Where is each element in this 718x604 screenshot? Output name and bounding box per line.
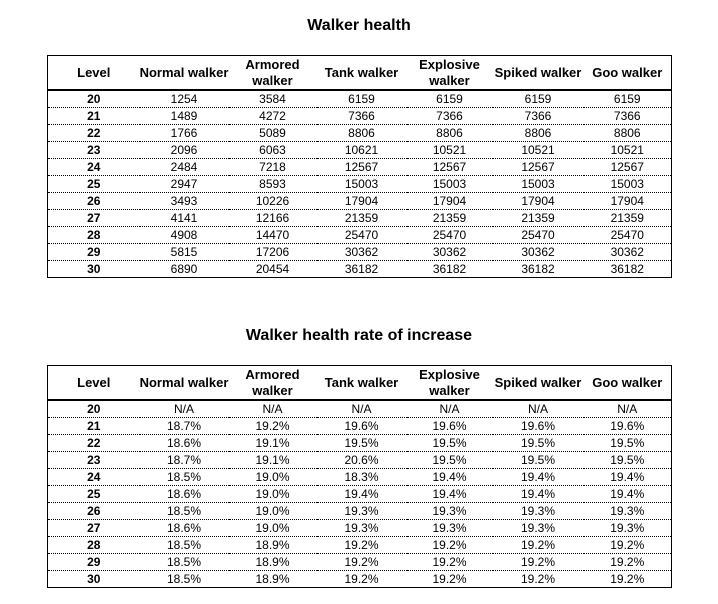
value-cell: 25470 — [407, 227, 493, 244]
table-row — [48, 520, 672, 537]
value-cell: 25470 — [493, 227, 584, 244]
value-cell: 12567 — [493, 159, 584, 176]
value-cell: 19.2% — [520, 572, 556, 586]
value-cell: 17904 — [584, 193, 672, 210]
walker-health-title: Walker health — [307, 17, 411, 34]
table-row — [48, 418, 672, 435]
value-cell: 19.3% — [584, 503, 672, 520]
value-cell: 19.4% — [493, 486, 584, 503]
level-cell: 23 — [48, 142, 140, 159]
value-cell: 19.6% — [407, 418, 493, 435]
value-cell: 10521 — [584, 142, 672, 159]
value-cell: 19.5% — [493, 452, 584, 469]
value-cell: 17904 — [317, 193, 407, 210]
level-cell: 23 — [48, 452, 140, 469]
level-cell: 28 — [48, 227, 140, 244]
value-cell: 8806 — [317, 125, 407, 142]
value-cell: 17206 — [229, 244, 317, 261]
value-cell: 19.6% — [584, 418, 672, 435]
value-cell: 19.0% — [229, 520, 317, 537]
table-row — [48, 503, 672, 520]
value-cell: 25470 — [584, 227, 672, 244]
column-header-spiked-walker: Spiked walker — [493, 56, 584, 91]
column-header-level: Level — [48, 366, 140, 401]
level-cell: 26 — [48, 503, 140, 520]
column-header-tank-walker: Tank walker — [317, 56, 407, 91]
value-cell: 18.9% — [255, 572, 290, 586]
column-header-normal-walker: Normal walker — [140, 56, 229, 91]
table-row — [48, 108, 672, 125]
table-row — [48, 537, 672, 554]
value-cell: 19.6% — [493, 418, 584, 435]
column-header-armored-walker: Armored walker — [229, 366, 317, 401]
value-cell: 20454 — [255, 262, 290, 276]
value-cell: 19.4% — [407, 486, 493, 503]
value-cell: 21359 — [317, 210, 407, 227]
table-row — [48, 90, 672, 108]
value-cell: 5089 — [229, 125, 317, 142]
value-cell: 19.2% — [432, 572, 467, 586]
level-cell: 22 — [48, 435, 140, 452]
rate-of-increase-title: Walker health rate of increase — [245, 327, 473, 344]
level-cell: 25 — [48, 176, 140, 193]
value-cell: 10621 — [317, 142, 407, 159]
table-row — [48, 210, 672, 227]
value-cell: 15003 — [584, 176, 672, 193]
value-cell: 19.2% — [407, 554, 493, 571]
value-cell: 19.3% — [584, 520, 672, 537]
value-cell: 19.1% — [229, 452, 317, 469]
value-cell: 19.5% — [317, 435, 407, 452]
table-row — [48, 142, 672, 159]
value-cell: 12166 — [229, 210, 317, 227]
level-cell: 29 — [48, 554, 140, 571]
value-cell: 30362 — [584, 244, 672, 261]
value-cell: 19.0% — [229, 469, 317, 486]
value-cell: 19.5% — [584, 435, 672, 452]
value-cell: 19.2% — [229, 418, 317, 435]
value-cell: 19.2% — [344, 572, 379, 586]
value-cell: 6890 — [170, 262, 198, 276]
value-cell: 7218 — [229, 159, 317, 176]
value-cell: 30362 — [407, 244, 493, 261]
table-row — [48, 244, 672, 261]
table-row — [48, 176, 672, 193]
value-cell: 19.4% — [317, 486, 407, 503]
value-cell: 36182 — [521, 262, 555, 276]
value-cell: 18.3% — [317, 469, 407, 486]
value-cell: 1254 — [140, 90, 229, 108]
value-cell: 19.0% — [229, 486, 317, 503]
value-cell: 15003 — [407, 176, 493, 193]
table-row — [48, 227, 672, 244]
table-row — [48, 571, 672, 588]
value-cell: 1489 — [140, 108, 229, 125]
column-header-goo-walker: Goo walker — [584, 56, 672, 91]
column-header-normal-walker: Normal walker — [140, 366, 229, 401]
value-cell: 18.9% — [229, 554, 317, 571]
value-cell: 30362 — [317, 244, 407, 261]
level-cell: 30 — [87, 262, 101, 276]
level-cell: 26 — [48, 193, 140, 210]
level-cell: 24 — [48, 469, 140, 486]
value-cell: 21359 — [493, 210, 584, 227]
table-row — [48, 193, 672, 210]
value-cell: 6159 — [317, 90, 407, 108]
value-cell: 21359 — [407, 210, 493, 227]
value-cell: 19.3% — [407, 520, 493, 537]
value-cell: 19.3% — [493, 520, 584, 537]
table-row — [48, 400, 672, 418]
value-cell: 12567 — [317, 159, 407, 176]
value-cell: 3584 — [229, 90, 317, 108]
value-cell: 1766 — [140, 125, 229, 142]
column-header-level: Level — [48, 56, 140, 91]
value-cell: 25470 — [317, 227, 407, 244]
table-row — [48, 159, 672, 176]
value-cell: 6063 — [229, 142, 317, 159]
value-cell: 7366 — [584, 108, 672, 125]
value-cell: 19.0% — [229, 503, 317, 520]
value-cell: 18.6% — [140, 435, 229, 452]
value-cell: N/A — [493, 400, 584, 418]
walker-health-table — [47, 55, 672, 278]
value-cell: 19.2% — [493, 537, 584, 554]
value-cell: 19.3% — [407, 503, 493, 520]
value-cell: 19.6% — [317, 418, 407, 435]
value-cell: 7366 — [407, 108, 493, 125]
column-header-armored-walker: Armored walker — [229, 56, 317, 91]
value-cell: 12567 — [407, 159, 493, 176]
value-cell: 10521 — [407, 142, 493, 159]
value-cell: 19.2% — [584, 554, 672, 571]
value-cell: 19.2% — [407, 537, 493, 554]
level-cell: 20 — [48, 400, 140, 418]
value-cell: N/A — [317, 400, 407, 418]
value-cell: 6159 — [407, 90, 493, 108]
value-cell: 20.6% — [317, 452, 407, 469]
column-header-goo-walker: Goo walker — [584, 366, 672, 401]
table-row — [48, 435, 672, 452]
value-cell: 15003 — [493, 176, 584, 193]
value-cell: 36182 — [432, 262, 467, 276]
value-cell: 19.3% — [317, 520, 407, 537]
value-cell: 10226 — [229, 193, 317, 210]
level-cell: 27 — [48, 520, 140, 537]
value-cell: 19.4% — [584, 469, 672, 486]
column-header-tank-walker: Tank walker — [317, 366, 407, 401]
value-cell: 18.5% — [166, 572, 202, 586]
level-cell: 27 — [48, 210, 140, 227]
value-cell: 19.4% — [493, 469, 584, 486]
value-cell: N/A — [584, 400, 672, 418]
table-row — [48, 469, 672, 486]
rate-of-increase-table — [47, 365, 672, 588]
value-cell: 19.2% — [584, 537, 672, 554]
value-cell: N/A — [407, 400, 493, 418]
value-cell: 19.2% — [317, 537, 407, 554]
value-cell: 4272 — [229, 108, 317, 125]
level-cell: 25 — [48, 486, 140, 503]
level-cell: 20 — [48, 90, 140, 108]
value-cell: 19.3% — [317, 503, 407, 520]
value-cell: 7366 — [317, 108, 407, 125]
value-cell: 12567 — [584, 159, 672, 176]
table-row — [48, 554, 672, 571]
value-cell: 18.9% — [229, 537, 317, 554]
value-cell: 21359 — [584, 210, 672, 227]
header-row — [48, 56, 672, 91]
value-cell: 18.6% — [140, 486, 229, 503]
table-row — [48, 486, 672, 503]
column-header-explosive-walker: Explosive walker — [407, 56, 493, 91]
level-cell: 24 — [48, 159, 140, 176]
level-cell: 28 — [48, 537, 140, 554]
value-cell: 6159 — [493, 90, 584, 108]
value-cell: 19.2% — [610, 572, 645, 586]
level-cell: 29 — [48, 244, 140, 261]
value-cell: 30362 — [493, 244, 584, 261]
value-cell: 19.4% — [584, 486, 672, 503]
value-cell: 19.3% — [493, 503, 584, 520]
value-cell: 8806 — [584, 125, 672, 142]
value-cell: 4141 — [140, 210, 229, 227]
value-cell: 7366 — [493, 108, 584, 125]
value-cell: 8593 — [229, 176, 317, 193]
value-cell: 18.6% — [140, 520, 229, 537]
level-cell: 21 — [48, 418, 140, 435]
value-cell: 8806 — [407, 125, 493, 142]
table-row — [48, 452, 672, 469]
value-cell: N/A — [229, 400, 317, 418]
value-cell: 10521 — [493, 142, 584, 159]
value-cell: 6159 — [584, 90, 672, 108]
column-header-spiked-walker: Spiked walker — [493, 366, 584, 401]
value-cell: 15003 — [317, 176, 407, 193]
value-cell: 3493 — [140, 193, 229, 210]
value-cell: N/A — [140, 400, 229, 418]
value-cell: 18.5% — [140, 537, 229, 554]
value-cell: 19.5% — [407, 452, 493, 469]
header-row — [48, 366, 672, 401]
table-row — [48, 125, 672, 142]
value-cell: 17904 — [407, 193, 493, 210]
value-cell: 19.2% — [493, 554, 584, 571]
value-cell: 18.7% — [140, 418, 229, 435]
value-cell: 18.7% — [140, 452, 229, 469]
value-cell: 19.5% — [407, 435, 493, 452]
value-cell: 36182 — [610, 262, 644, 276]
value-cell: 2096 — [140, 142, 229, 159]
value-cell: 2484 — [140, 159, 229, 176]
value-cell: 19.4% — [407, 469, 493, 486]
value-cell: 8806 — [493, 125, 584, 142]
value-cell: 14470 — [229, 227, 317, 244]
value-cell: 19.1% — [229, 435, 317, 452]
value-cell: 2947 — [140, 176, 229, 193]
value-cell: 4908 — [140, 227, 229, 244]
value-cell: 18.5% — [140, 554, 229, 571]
value-cell: 19.5% — [493, 435, 584, 452]
value-cell: 18.5% — [140, 469, 229, 486]
table-row — [48, 261, 672, 278]
value-cell: 17904 — [493, 193, 584, 210]
column-header-explosive-walker: Explosive walker — [407, 366, 493, 401]
level-cell: 30 — [87, 572, 101, 586]
value-cell: 36182 — [344, 262, 379, 276]
value-cell: 19.2% — [317, 554, 407, 571]
level-cell: 22 — [48, 125, 140, 142]
value-cell: 5815 — [140, 244, 229, 261]
value-cell: 19.5% — [584, 452, 672, 469]
level-cell: 21 — [48, 108, 140, 125]
value-cell: 18.5% — [140, 503, 229, 520]
